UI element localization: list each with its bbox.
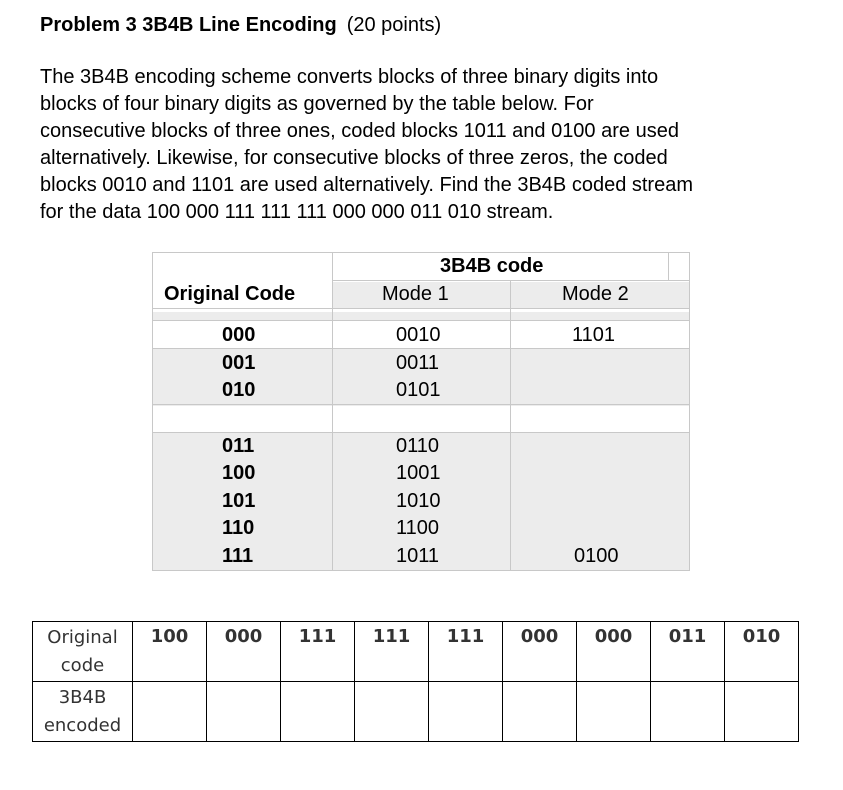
statement-line: for the data 100 000 111 111 111 000 000 011 010 stream. (40, 201, 554, 223)
cell-original: 000 (222, 324, 256, 346)
encoded-answer-cell[interactable] (503, 682, 577, 742)
cell-mode1: 1010 (396, 490, 441, 512)
cell-original: 110 (222, 517, 255, 539)
cell-mode1: 1100 (396, 517, 440, 539)
encoded-answer-cell[interactable] (281, 682, 355, 742)
original-value-cell: 000 (577, 622, 651, 682)
statement-line: blocks of four binary digits as governed by the table below. For (40, 93, 594, 115)
cell-mode1: 0010 (396, 324, 441, 346)
encoded-answer-cell[interactable] (725, 682, 799, 742)
table-border (152, 432, 690, 433)
cell-mode1: 0110 (396, 435, 440, 457)
statement-line: consecutive blocks of three ones, coded blocks 1011 and 0100 are used (40, 120, 679, 142)
cell-mode1: 1011 (396, 545, 440, 567)
original-value-cell: 000 (503, 622, 577, 682)
row-label-line: encoded (43, 714, 122, 736)
encoded-answer-cell[interactable] (207, 682, 281, 742)
problem-heading: Problem 3 3B4B Line Encoding (40, 14, 337, 36)
statement-line: blocks 0010 and 1101 are used alternatively. Find the 3B4B coded stream (40, 174, 693, 196)
table-border (689, 252, 690, 571)
row-label-encoded (33, 682, 133, 742)
encoded-row (33, 682, 799, 742)
problem-statement (40, 64, 830, 226)
cell-mode2: 0100 (574, 545, 619, 567)
header-mode2: Mode 2 (562, 283, 629, 305)
statement-line: alternatively. Likewise, for consecutive blocks of three zeros, the coded (40, 147, 668, 169)
problem-title (40, 14, 441, 37)
answer-table (32, 621, 799, 742)
table-border (332, 280, 690, 281)
cell-original: 011 (222, 435, 255, 457)
header-mode1: Mode 1 (382, 283, 449, 305)
row-label-line: 3B4B (58, 686, 107, 708)
cell-mode1: 1001 (396, 462, 441, 484)
cell-original: 001 (222, 352, 256, 374)
original-value-cell: 111 (281, 622, 355, 682)
table-border (332, 252, 333, 571)
row-label-line: Original (47, 626, 118, 648)
cell-mode1: 0101 (396, 379, 441, 401)
group-header: 3B4B code (440, 255, 544, 277)
cell-original: 111 (222, 545, 254, 567)
header-original-code: Original Code (164, 283, 296, 305)
original-value-cell: 100 (133, 622, 207, 682)
encoded-answer-cell[interactable] (577, 682, 651, 742)
table-border (152, 320, 690, 321)
statement-line: The 3B4B encoding scheme converts blocks of three binary digits into (40, 66, 659, 88)
cell-original: 100 (222, 462, 256, 484)
original-value-cell: 000 (207, 622, 281, 682)
table-border (152, 252, 153, 571)
row-label-original (33, 622, 133, 682)
table-border (668, 252, 669, 280)
original-code-row (33, 622, 799, 682)
encoding-table (152, 252, 690, 571)
original-value-cell: 010 (725, 622, 799, 682)
cell-original: 010 (222, 379, 256, 401)
cell-mode1: 0011 (396, 352, 440, 374)
original-value-cell: 011 (651, 622, 725, 682)
encoded-answer-cell[interactable] (429, 682, 503, 742)
row-label-line: code (60, 654, 105, 676)
separator-shade (152, 312, 690, 320)
table-border (152, 404, 690, 405)
table-border (152, 348, 690, 349)
table-border (510, 280, 511, 571)
encoded-answer-cell[interactable] (355, 682, 429, 742)
cell-mode2: 1101 (572, 324, 616, 346)
table-border (152, 252, 690, 253)
cell-original: 101 (222, 490, 256, 512)
original-value-cell: 111 (355, 622, 429, 682)
problem-points: (20 points) (346, 14, 442, 36)
encoded-answer-cell[interactable] (651, 682, 725, 742)
encoded-answer-cell[interactable] (133, 682, 207, 742)
table-border (152, 308, 690, 309)
original-value-cell: 111 (429, 622, 503, 682)
table-border (152, 570, 690, 571)
